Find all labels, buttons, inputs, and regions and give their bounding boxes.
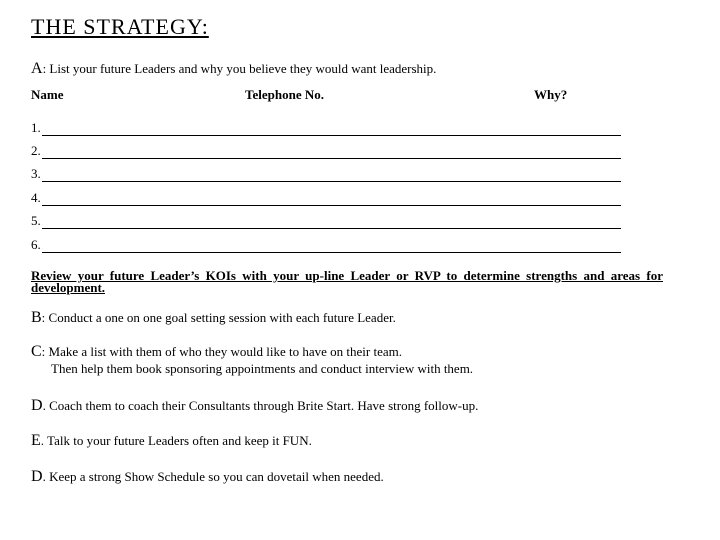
column-header-why: Why? — [534, 87, 568, 102]
step-text: . Talk to your future Leaders often and keep it FUN. — [40, 433, 312, 448]
section-a-text: : List your future Leaders and why you believe they would want leadership. — [42, 61, 437, 76]
step-letter: D — [31, 468, 43, 485]
leader-row-5[interactable] — [31, 211, 621, 229]
step-letter: C — [31, 343, 42, 360]
fill-line[interactable] — [42, 238, 621, 253]
fill-line[interactable] — [42, 144, 621, 159]
step-b — [31, 309, 396, 327]
step-d-2 — [31, 468, 384, 486]
step-letter: D — [31, 397, 43, 414]
page-title: THE STRATEGY: — [31, 14, 209, 39]
leader-row-3[interactable] — [31, 164, 621, 182]
row-number: 3. — [31, 166, 41, 181]
step-text: . Coach them to coach their Consultants through Brite Start. Have strong follow-up. — [42, 398, 479, 413]
section-a-letter: A — [31, 60, 43, 77]
row-number: 5. — [31, 213, 41, 228]
step-d — [31, 397, 478, 415]
leader-row-4[interactable] — [31, 188, 621, 206]
row-number: 6. — [31, 237, 41, 252]
section-a — [31, 60, 436, 78]
step-text: : Conduct a one on one goal setting session with each future Leader. — [41, 310, 396, 325]
row-number: 4. — [31, 190, 41, 205]
row-number: 2. — [31, 143, 41, 158]
step-subtext: Then help them book sponsoring appointments and conduct interview with them. — [51, 361, 474, 376]
column-header-name: Name — [31, 87, 64, 102]
fill-line[interactable] — [42, 121, 621, 136]
step-letter: E — [31, 432, 41, 449]
step-text: : Make a list with them of who they would like to have on their team. — [41, 344, 402, 359]
fill-line[interactable] — [42, 167, 621, 182]
step-c — [31, 343, 473, 377]
leader-row-6[interactable] — [31, 235, 621, 253]
fill-line[interactable] — [42, 214, 621, 229]
review-instruction: Review your future Leader’s KOIs with your up-line Leader or RVP to determine strengths and areas for development. — [31, 268, 663, 295]
leader-row-2[interactable] — [31, 141, 621, 159]
row-number: 1. — [31, 120, 41, 135]
step-text: . Keep a strong Show Schedule so you can dovetail when needed. — [42, 469, 384, 484]
fill-line[interactable] — [42, 191, 621, 206]
step-e — [31, 432, 312, 450]
leader-row-1[interactable] — [31, 118, 621, 136]
column-header-phone: Telephone No. — [245, 87, 324, 102]
step-letter: B — [31, 309, 42, 326]
